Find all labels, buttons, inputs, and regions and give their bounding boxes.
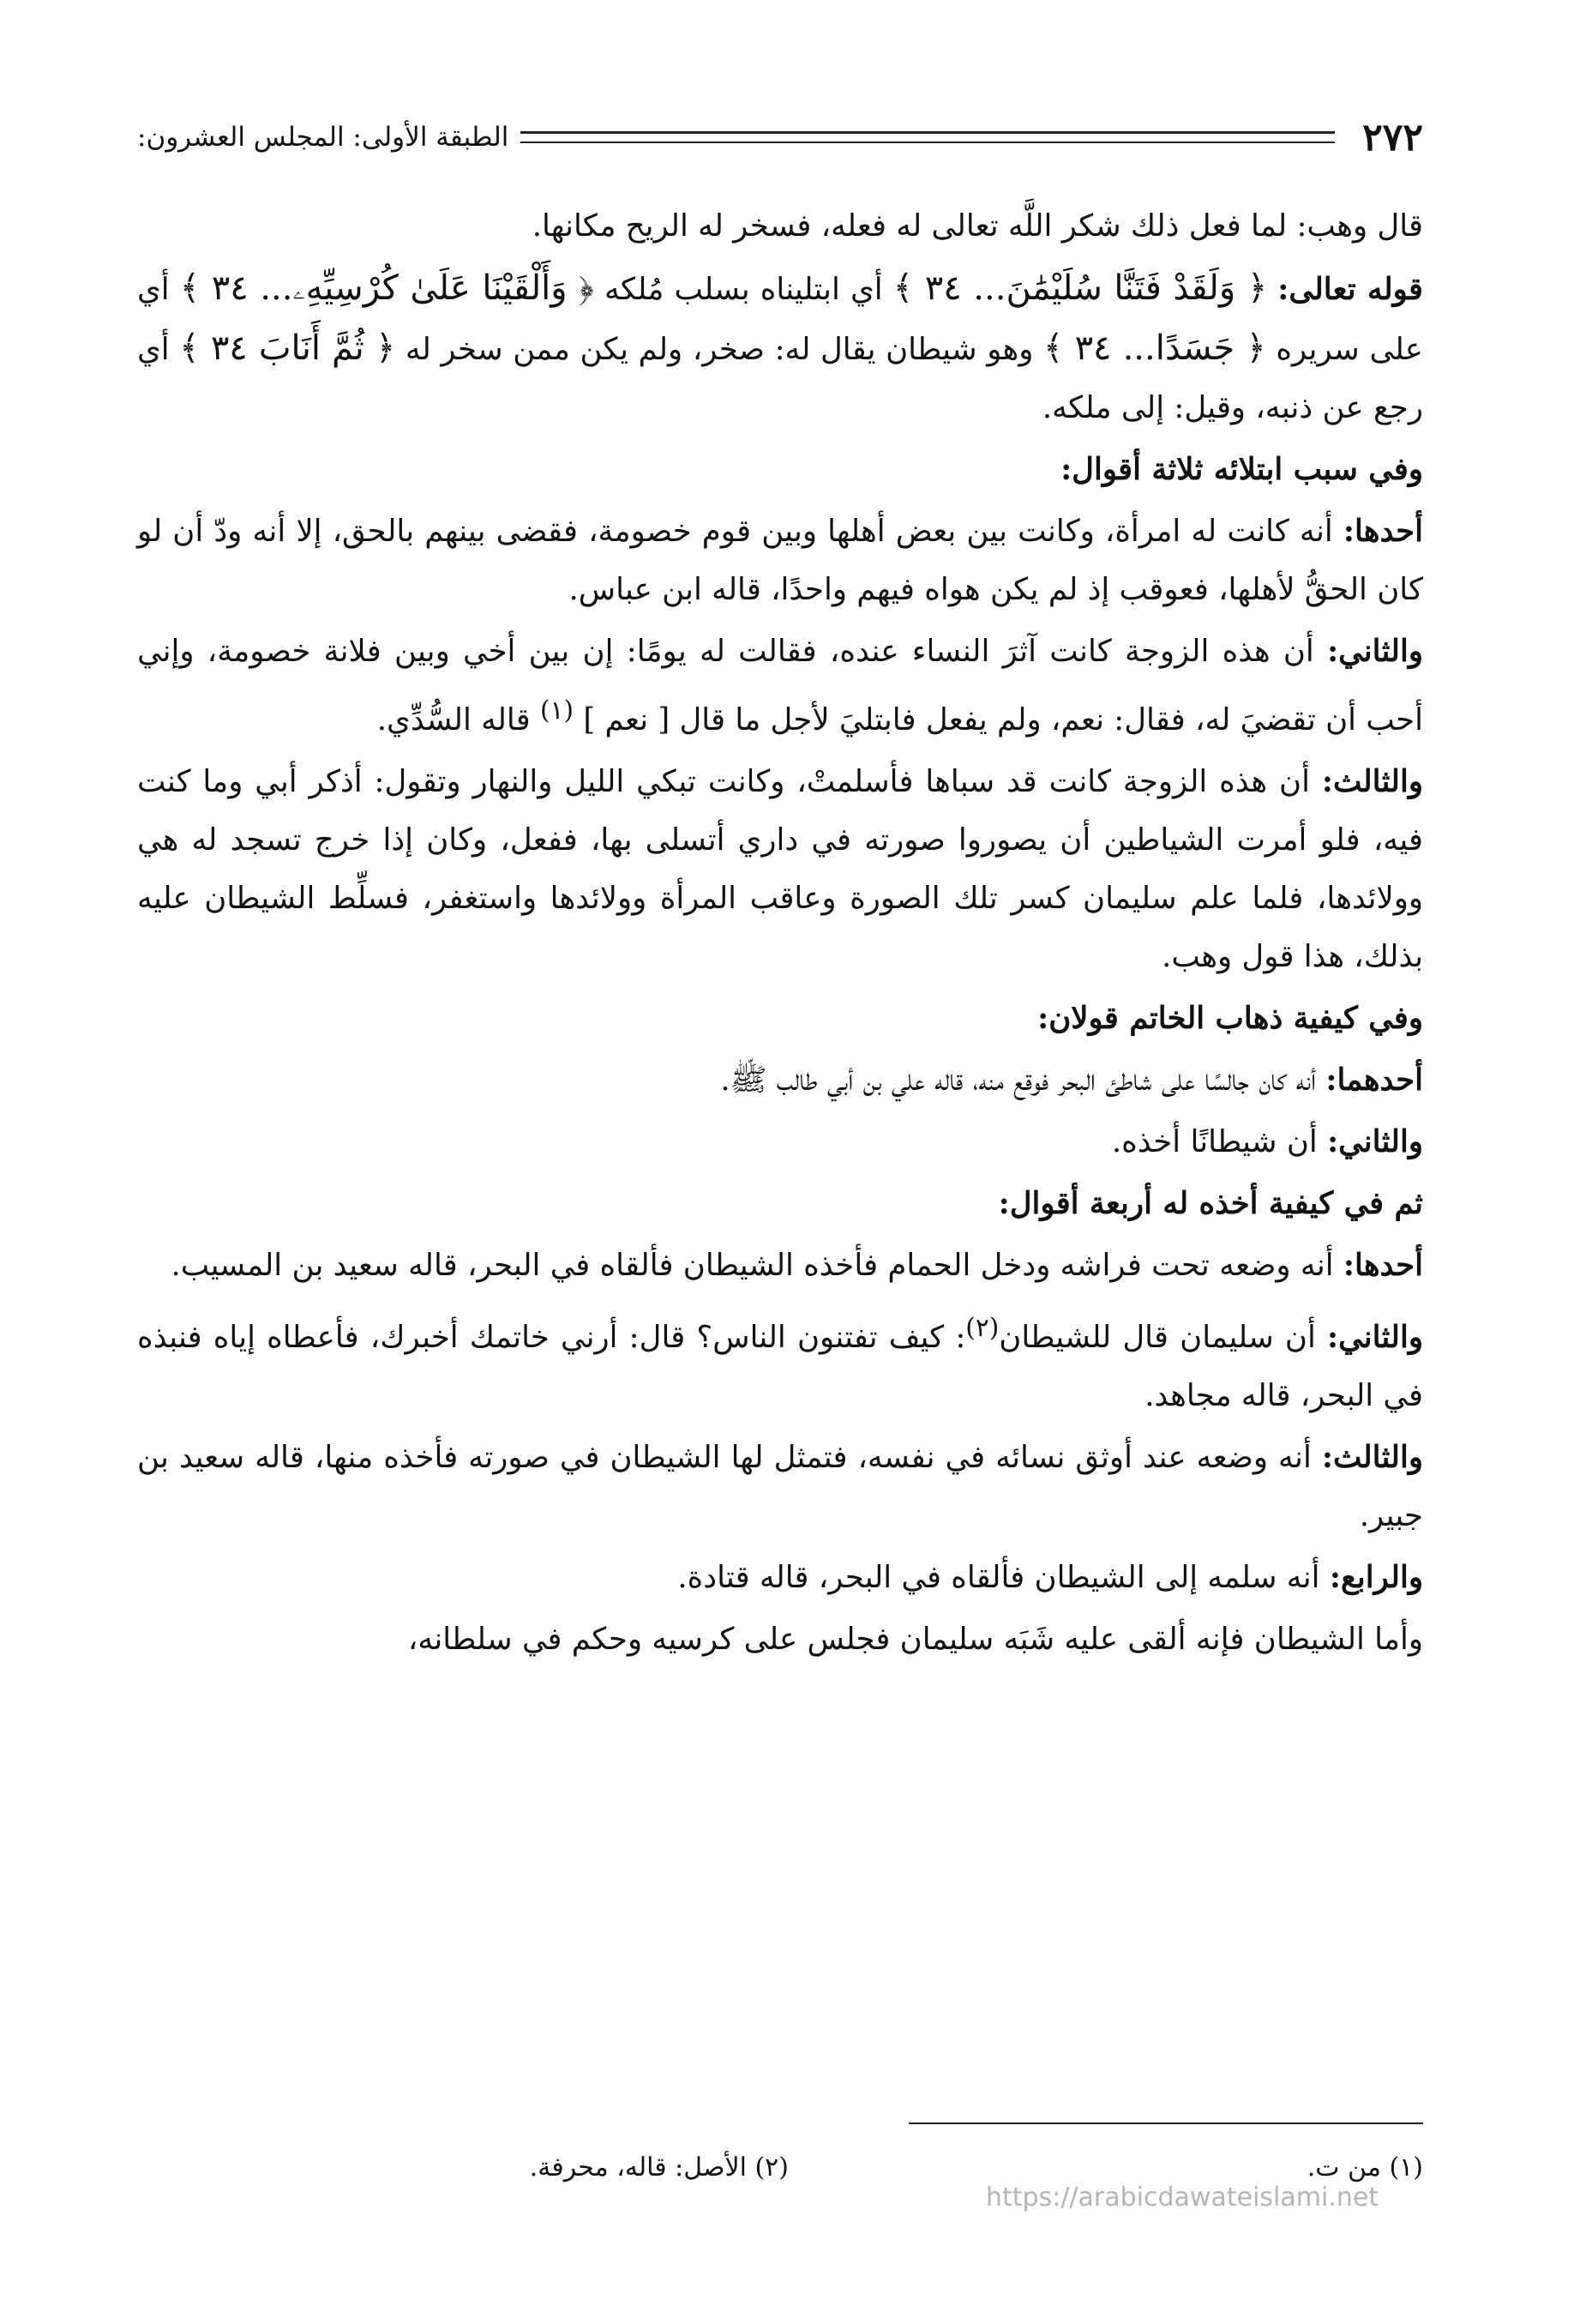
paragraph bbox=[137, 503, 1423, 619]
paragraph bbox=[137, 1113, 1423, 1171]
footnotes bbox=[137, 2152, 1423, 2183]
quran-quote: ﴿ ثُمَّ أَنَابَ ٣٤ ﴾ bbox=[179, 328, 396, 368]
paragraph bbox=[137, 1237, 1423, 1295]
paragraph bbox=[137, 1429, 1423, 1545]
section-heading: وفي سبب ابتلائه ثلاثة أقوال: bbox=[1060, 452, 1423, 487]
paragraph-text: أنه وضعه عند أوثق نسائه في نفسه، فتمثل لها الشيطان في صورته فأخذه منها، قاله سعيد بن جبير. bbox=[137, 1439, 1423, 1533]
quran-quote: ﴿ جَسَدًا... ٣٤ ﴾ bbox=[1043, 328, 1266, 368]
paragraph-text: وهو شيطان يقال له: صخر، ولم يكن ممن سخر له bbox=[405, 332, 1034, 367]
section-heading: وفي كيفية ذهاب الخاتم قولان: bbox=[1037, 1000, 1423, 1036]
paragraph-text: أي ابتليناه بسلب مُلكه bbox=[604, 272, 883, 307]
footnote-rule bbox=[909, 2122, 1423, 2124]
body-text bbox=[137, 197, 1423, 1672]
paragraph bbox=[137, 623, 1423, 750]
paragraph-text: أي رجع عن ذنبه، وقيل: إلى ملكه. bbox=[137, 332, 1423, 425]
paragraph-text: أنه كان جالسًا على شاطئ البحر فوقع منه، قاله علي بن أبي طالب ﷺ. bbox=[720, 1062, 1317, 1098]
paragraph bbox=[137, 197, 1423, 256]
quran-quote: ﴿ وَلَقَدْ فَتَنَّا سُلَيْمَٰنَ... ٣٤ ﴾ bbox=[892, 268, 1268, 308]
running-head: الطبقة الأولى: المجلس العشرون: bbox=[137, 122, 509, 153]
section-heading: ثم في كيفية أخذه له أربعة أقوال: bbox=[998, 1185, 1423, 1221]
page-number: ٢٧٢ bbox=[1362, 115, 1423, 160]
paragraph-lead: أحدها: bbox=[1343, 514, 1423, 549]
paragraph-lead: والثاني: bbox=[1327, 634, 1423, 669]
paragraph bbox=[137, 1549, 1423, 1607]
paragraph-text: أنه وضعه تحت فراشه ودخل الحمام فأخذه الشيطان فألقاه في البحر، قاله سعيد بن المسيب. bbox=[171, 1247, 1334, 1283]
footnote-1: (١) من ت. bbox=[1307, 2152, 1423, 2183]
paragraph-lead: قوله تعالى: bbox=[1277, 272, 1423, 307]
paragraph-text: أن هذه الزوجة كانت قد سباها فأسلمتْ، وكانت تبكي الليل والنهار وتقول: أذكر أبي وما كنت فيه، فلو أمرت الشياطين أن يصوروا صورته في داري أتسلى بها، ففعل، وكان إذا خرج تسجد له هي وولائدها، فلما علم سليمان كسر تلك الصورة وعاقب المرأة وولائدها واستغفر، فسلِّط الشيطان عليه بذلك، هذا قول وهب. bbox=[137, 763, 1423, 974]
source-watermark: https://arabicdawateislami.net bbox=[986, 2183, 1379, 2213]
paragraph bbox=[137, 259, 1423, 437]
paragraph-text: قاله السُّدِّي. bbox=[376, 701, 531, 738]
book-page bbox=[137, 111, 1423, 2255]
paragraph bbox=[137, 1611, 1423, 1669]
paragraph-lead: والثالث: bbox=[1321, 763, 1423, 799]
paragraph-text: أي على سريره bbox=[137, 272, 1423, 367]
footnote-2: (٢) الأصل: قاله، محرفة. bbox=[529, 2152, 789, 2183]
paragraph-text: أن شيطانًا أخذه. bbox=[1111, 1123, 1318, 1159]
paragraph-lead: أحدها: bbox=[1343, 1247, 1423, 1283]
quran-quote: ﴿ وَأَلْقَيْنَا عَلَىٰ كُرْسِيِّهِۦ... ٣٤ ﴾ bbox=[179, 268, 594, 308]
footnote-ref: (٢) bbox=[965, 1312, 1000, 1342]
paragraph-lead: أحدهما: bbox=[1325, 1062, 1423, 1098]
paragraph-text: أنه كانت له امرأة، وكانت بين بعض أهلها وبين قوم خصومة، فقضى بينهم بالحق، إلا أنه ودّ أن لو كان الحقُّ لأهلها، فعوقب إذ لم يكن هواه فيهم واحدًا، قاله ابن عباس. bbox=[137, 514, 1423, 607]
paragraph-text: وأما الشيطان فإنه ألقى عليه شَبَه سليمان فجلس على كرسيه وحكم في سلطانه، bbox=[407, 1621, 1423, 1657]
paragraph-text: : كيف تفتنون الناس؟ قال: أرني خاتمك أخبرك، فأعطاه إياه فنبذه في البحر، قاله مجاهد. bbox=[137, 1319, 1423, 1413]
header-rule bbox=[520, 131, 1335, 143]
paragraph-lead: والثاني: bbox=[1327, 1319, 1423, 1355]
paragraph-text: أن سليمان قال للشيطان bbox=[999, 1319, 1316, 1355]
paragraph-text: أنه سلمه إلى الشيطان فألقاه في البحر، قاله قتادة. bbox=[677, 1559, 1320, 1595]
paragraph bbox=[137, 753, 1423, 986]
paragraph bbox=[137, 1298, 1423, 1425]
footnote-ref: (١) bbox=[540, 695, 574, 725]
paragraph-text: أن هذه الزوجة كانت آثرَ النساء عنده، فقالت له يومًا: إن بين أخي وبين فلانة خصومة، وإني أحب أن تقضيَ له، فقال: نعم، ولم يفعل فابتليَ لأجل ما قال bbox=[137, 634, 1423, 738]
bracket-insert: [ نعم ] bbox=[583, 701, 670, 738]
paragraph-lead: والثاني: bbox=[1327, 1123, 1423, 1159]
paragraph-text: قال وهب: لما فعل ذلك شكر اللَّه تعالى له فعله، فسخر له الريح مكانها. bbox=[532, 208, 1423, 244]
page-header bbox=[137, 111, 1423, 163]
paragraph-lead: والرابع: bbox=[1329, 1559, 1423, 1595]
paragraph bbox=[137, 1051, 1423, 1110]
paragraph-lead: والثالث: bbox=[1321, 1439, 1423, 1475]
